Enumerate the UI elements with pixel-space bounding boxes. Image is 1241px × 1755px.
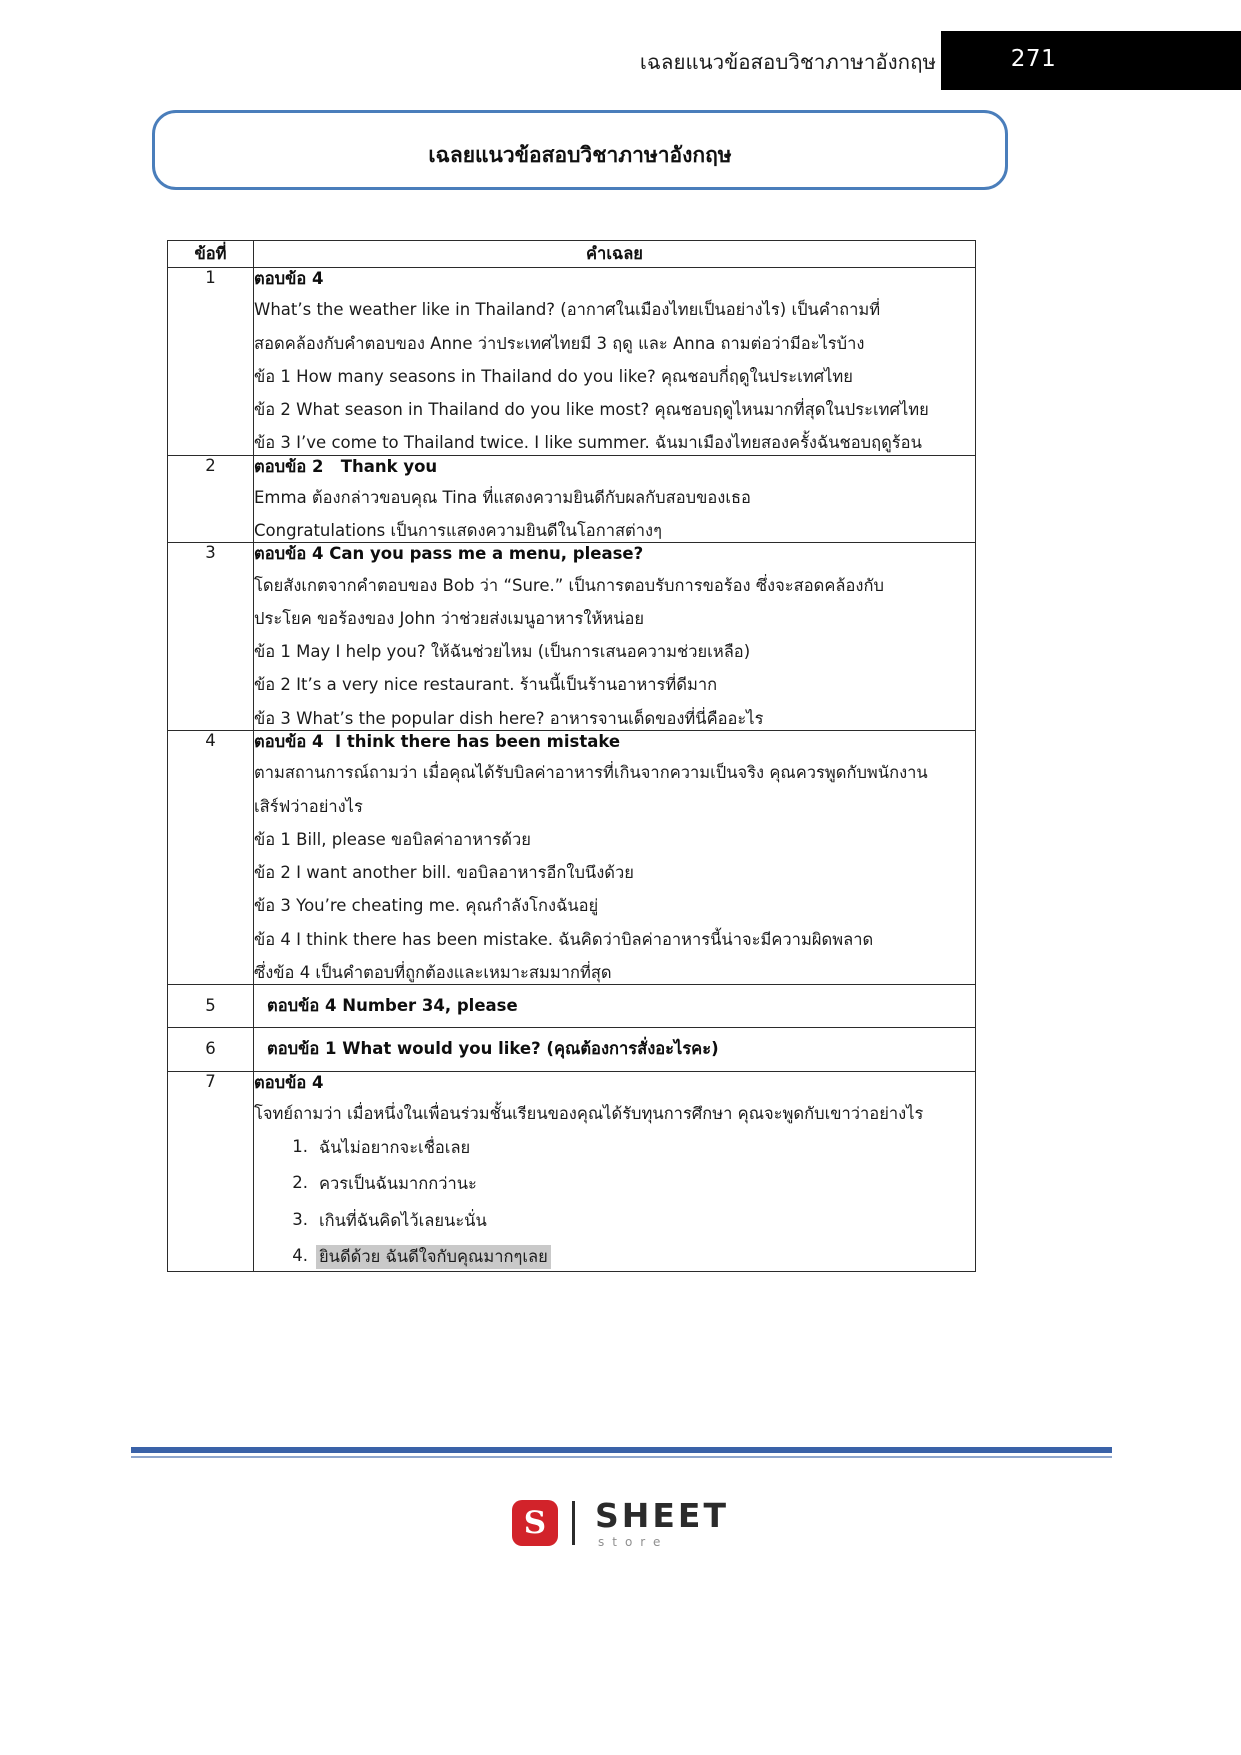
answer-heading: ตอบข้อ 4 Can you pass me a menu, please? (254, 544, 644, 564)
table-row (168, 1071, 976, 1272)
row-answer (254, 268, 976, 456)
answer-key-table (167, 240, 976, 1272)
logo-wordmark (595, 1495, 729, 1549)
answer-line: ข้อ 2 What season in Thailand do you like most? คุณชอบฤดูไหนมากที่สุดในประเทศไทย (254, 400, 929, 420)
choice-number: 3. (292, 1209, 308, 1229)
answer-line: เสิร์ฟว่าอย่างไร (254, 796, 363, 816)
choice-text: ยินดีด้วย ฉันดีใจกับคุณมากๆเลย (316, 1245, 551, 1269)
answer-heading: ตอบข้อ 4 (254, 1072, 324, 1092)
answer-line: สอดคล้องกับคำตอบของ Anne ว่าประเทศไทยมี 3 ฤดู และ Anna ถามต่อว่ามีอะไรบ้าง (254, 333, 865, 353)
choice-item (292, 1136, 975, 1160)
choice-text: ควรเป็นฉันมากกว่านะ (319, 1174, 477, 1194)
row-number: 1 (168, 268, 254, 456)
choice-number: 2. (292, 1173, 308, 1193)
answer-heading: ตอบข้อ 2 Thank you (254, 456, 438, 476)
answer-line: ข้อ 3 You’re cheating me. คุณกำลังโกงฉันอยู่ (254, 896, 599, 916)
choice-list (254, 1136, 975, 1269)
choice-text: เกินที่ฉันคิดไว้เลยนะนั่น (319, 1210, 487, 1230)
answer-line: Emma ต้องกล่าวขอบคุณ Tina ที่แสดงความยินดีกับผลกับสอบของเธอ (254, 487, 751, 507)
choice-number: 1. (292, 1137, 308, 1157)
row-number: 3 (168, 543, 254, 731)
footer-rule-thick (131, 1447, 1112, 1453)
answer-line: ตามสถานการณ์ถามว่า เมื่อคุณได้รับบิลค่าอาหารที่เกินจากความเป็นจริง คุณควรพูดกับพนักงาน (254, 763, 928, 783)
answer-line: ข้อ 3 What’s the popular dish here? อาหารจานเด็ดของที่นี่คืออะไร (254, 708, 764, 728)
answer-line: ข้อ 1 Bill, please ขอบิลค่าอาหารด้วย (254, 829, 531, 849)
answer-heading: ตอบข้อ 1 What would you like? (คุณต้องการสั่งอะไรคะ) (267, 1039, 719, 1059)
row-answer (254, 1071, 976, 1272)
answer-line: ข้อ 1 How many seasons in Thailand do you like? คุณชอบกี่ฤดูในประเทศไทย (254, 366, 853, 386)
footer-rule-thin (131, 1456, 1112, 1458)
row-answer (254, 1028, 976, 1071)
answer-line: ข้อ 2 I want another bill. ขอบิลอาหารอีกใบนึงด้วย (254, 863, 634, 883)
answer-line: ข้อ 2 It’s a very nice restaurant. ร้านนี้เป็นร้านอาหารที่ดีมาก (254, 675, 718, 695)
row-answer (254, 985, 976, 1028)
choice-number: 4. (292, 1245, 308, 1265)
answer-line: What’s the weather like in Thailand? (อากาศในเมืองไทยเป็นอย่างไร) เป็นคำถามที่ (254, 300, 881, 320)
column-header-answer: คำเฉลย (254, 241, 976, 268)
column-header-number: ข้อที่ (168, 241, 254, 268)
answer-line: ซึ่งข้อ 4 เป็นคำตอบที่ถูกต้องและเหมาะสมมากที่สุด (254, 962, 612, 982)
row-number: 2 (168, 455, 254, 543)
answer-heading: ตอบข้อ 4 I think there has been mistake (254, 731, 621, 751)
running-title: เฉลยแนวข้อสอบวิชาภาษาอังกฤษ (639, 50, 936, 74)
table-row (168, 543, 976, 731)
table-row (168, 985, 976, 1028)
row-number: 6 (168, 1028, 254, 1071)
choice-text: ฉันไม่อยากจะเชื่อเลย (319, 1138, 471, 1158)
logo-divider (572, 1501, 575, 1545)
answer-line: Congratulations เป็นการแสดงความยินดีในโอกาสต่างๆ (254, 521, 662, 541)
answer-line: ข้อ 4 I think there has been mistake. ฉันคิดว่าบิลค่าอาหารนี้น่าจะมีความผิดพลาด (254, 929, 874, 949)
logo-main-text: SHEET (595, 1495, 729, 1535)
row-number: 7 (168, 1071, 254, 1272)
table-row (168, 1028, 976, 1071)
sheet-logo-icon: S (512, 1500, 558, 1546)
answer-line: ข้อ 3 I’ve come to Thailand twice. I like summer. ฉันมาเมืองไทยสองครั้งฉันชอบฤดูร้อน (254, 433, 922, 453)
row-answer (254, 455, 976, 543)
answer-heading: ตอบข้อ 4 Number 34, please (267, 996, 518, 1016)
page-header (0, 40, 1241, 98)
page-number: 271 (1010, 46, 1057, 72)
choice-item (292, 1172, 975, 1196)
footer-logo (0, 1488, 1241, 1558)
answer-key-table-wrapper (167, 240, 975, 1272)
table-row (168, 268, 976, 456)
title-banner (152, 110, 1008, 190)
logo-sub-text: store (598, 1534, 669, 1549)
choice-item (292, 1209, 975, 1233)
row-answer (254, 730, 976, 984)
answer-line: โจทย์ถามว่า เมื่อหนึ่งในเพื่อนร่วมชั้นเรียนของคุณได้รับทุนการศึกษา คุณจะพูดกับเขาว่าอย่างไร (254, 1103, 924, 1123)
answer-heading: ตอบข้อ 4 (254, 269, 324, 288)
row-number: 5 (168, 985, 254, 1028)
row-number: 4 (168, 730, 254, 984)
choice-item-highlighted (292, 1245, 975, 1269)
row-answer (254, 543, 976, 731)
banner-title: เฉลยแนวข้อสอบวิชาภาษาอังกฤษ (428, 143, 732, 167)
table-row (168, 455, 976, 543)
answer-line: ข้อ 1 May I help you? ให้ฉันช่วยไหม (เป็นการเสนอความช่วยเหลือ) (254, 642, 751, 662)
table-header-row (168, 241, 976, 268)
answer-line: โดยสังเกตจากคำตอบของ Bob ว่า “Sure.” เป็นการตอบรับการขอร้อง ซึ่งจะสอดคล้องกับ (254, 575, 884, 595)
table-row (168, 730, 976, 984)
answer-line: ประโยค ขอร้องของ John ว่าช่วยส่งเมนูอาหารให้หน่อย (254, 608, 645, 628)
